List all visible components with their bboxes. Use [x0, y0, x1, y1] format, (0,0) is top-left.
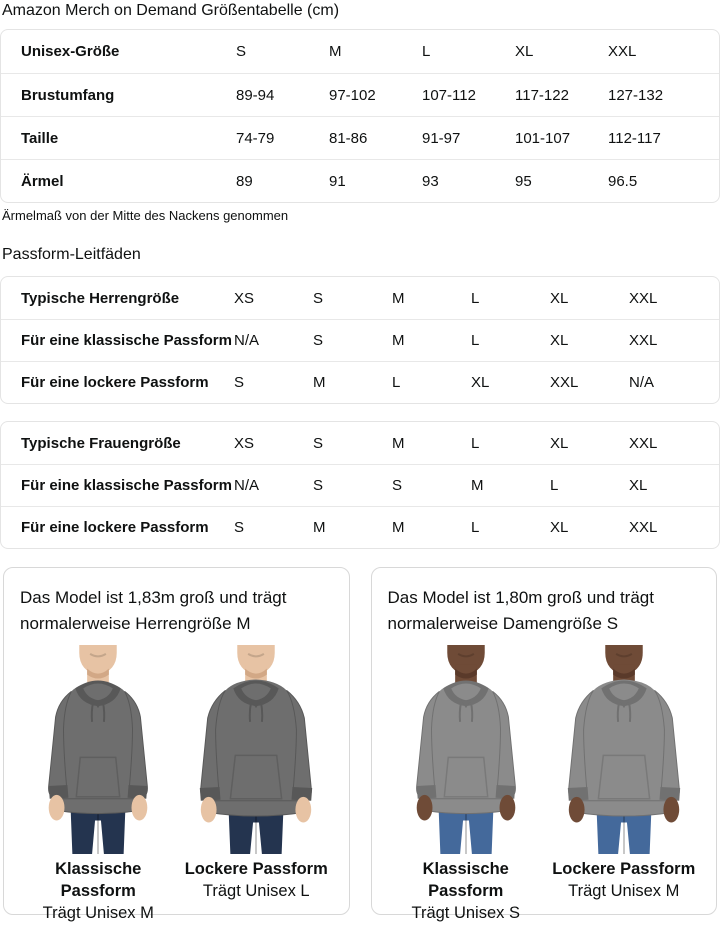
fit-cell: M — [392, 519, 405, 536]
fit-cell: M — [392, 434, 405, 452]
measure-cell: 93 — [422, 172, 439, 190]
measure-cell: 91 — [329, 172, 346, 190]
model-description: Das Model ist 1,83m groß und trägt normalerweise Herrengröße M — [20, 588, 287, 633]
measure-cell: 74-79 — [236, 129, 275, 147]
size-cell: XL — [515, 43, 534, 60]
size-worn-label: Trägt Unisex M — [42, 904, 154, 922]
fit-cell: L — [471, 434, 480, 452]
table-row — [1, 464, 719, 506]
table-row — [1, 73, 719, 116]
fit-cell: XL — [550, 434, 569, 452]
fit-cell: XXL — [629, 289, 658, 307]
female-model-loose-photo — [550, 645, 698, 854]
fit-cell: N/A — [234, 477, 260, 494]
male-model-loose-photo — [182, 645, 330, 854]
model-figures — [20, 645, 335, 924]
model-card-women — [371, 567, 718, 922]
table-row — [1, 277, 719, 319]
table-row — [1, 506, 719, 548]
fit-cell: XXL — [629, 519, 658, 536]
model-figures — [388, 645, 703, 924]
fit-cell: L — [471, 332, 480, 349]
fit-cell: S — [234, 519, 245, 536]
size-cell: L — [422, 43, 431, 60]
page-title: Amazon Merch on Demand Größentabelle (cm) — [2, 2, 340, 19]
fit-cell: S — [313, 332, 324, 349]
measure-cell: 89-94 — [236, 86, 275, 104]
row-label: Unisex-Größe — [21, 43, 120, 60]
fit-cell: M — [313, 374, 326, 391]
row-label: Für eine lockere Passform — [21, 374, 209, 391]
fit-cell: L — [471, 519, 480, 536]
table-row — [1, 30, 719, 73]
fit-cell: S — [313, 289, 324, 307]
fit-cell: XL — [550, 332, 569, 349]
size-cell: XXL — [608, 43, 637, 60]
fit-cell: S — [313, 434, 324, 452]
row-label: Für eine klassische Passform — [21, 332, 232, 349]
fit-cell: M — [392, 289, 405, 307]
measure-cell: 89 — [236, 172, 253, 190]
figure-classic-fit — [20, 645, 176, 924]
fit-cell: S — [234, 374, 245, 391]
table-row — [1, 422, 719, 464]
measure-cell: 91-97 — [422, 129, 461, 147]
model-cards — [0, 567, 720, 922]
fit-cell: XS — [234, 289, 255, 307]
male-model-classic-photo — [24, 645, 172, 854]
measure-cell: 112-117 — [608, 129, 661, 147]
row-label: Typische Frauengröße — [21, 434, 181, 452]
figure-classic-fit — [388, 645, 544, 924]
fit-cell: S — [392, 477, 403, 494]
fit-cell: M — [313, 519, 326, 536]
fit-cell: L — [471, 289, 480, 307]
fit-table-men — [0, 276, 720, 404]
fit-cell: XS — [234, 434, 255, 452]
fit-cell: L — [392, 374, 401, 391]
fit-cell: XL — [629, 477, 648, 494]
measure-cell: 96.5 — [608, 172, 638, 190]
sleeve-measure-note: Ärmelmaß von der Mitte des Nackens genommen — [2, 208, 289, 223]
figure-loose-fit — [178, 645, 334, 924]
fit-label: Lockere Passform — [184, 860, 328, 878]
size-chart-page — [0, 1, 720, 926]
size-worn-label: Trägt Unisex M — [568, 882, 680, 900]
female-model-classic-photo — [392, 645, 540, 854]
fit-label: Klassische Passform — [55, 860, 142, 900]
fit-label: Klassische Passform — [422, 860, 509, 900]
model-description: Das Model ist 1,80m groß und trägt normalerweise Damengröße S — [387, 588, 654, 633]
row-label: Für eine lockere Passform — [21, 519, 209, 536]
measure-cell: 95 — [515, 172, 532, 190]
fit-cell: L — [550, 477, 559, 494]
fit-cell: XL — [550, 289, 569, 307]
fit-cell: XXL — [629, 434, 658, 452]
measure-cell: 81-86 — [329, 129, 368, 147]
table-row — [1, 159, 719, 202]
fit-cell: XL — [471, 374, 490, 391]
fit-cell: N/A — [629, 374, 655, 391]
measure-cell: 117-122 — [515, 86, 569, 104]
measure-cell: 107-112 — [422, 86, 476, 104]
size-worn-label: Trägt Unisex S — [411, 904, 520, 922]
size-cell: S — [236, 43, 247, 60]
fit-cell: XXL — [629, 332, 658, 349]
fit-cell: M — [392, 332, 405, 349]
measure-cell: 97-102 — [329, 86, 376, 104]
fit-cell: XL — [550, 519, 569, 536]
row-label: Typische Herrengröße — [21, 289, 180, 307]
table-row — [1, 116, 719, 159]
table-row — [1, 361, 719, 403]
measure-cell: 127-132 — [608, 86, 664, 104]
model-card-men — [3, 567, 350, 922]
fit-label: Lockere Passform — [552, 860, 696, 878]
measure-cell: 101-107 — [515, 129, 571, 147]
figure-loose-fit — [546, 645, 702, 924]
row-label: Taille — [21, 129, 59, 147]
table-row — [1, 319, 719, 361]
fit-cell: S — [313, 477, 324, 494]
fit-cell: M — [471, 477, 484, 494]
size-worn-label: Trägt Unisex L — [202, 882, 310, 900]
fit-cell: N/A — [234, 332, 260, 349]
row-label: Für eine klassische Passform — [21, 477, 232, 494]
row-label: Brustumfang — [21, 86, 115, 104]
fit-guides-heading: Passform-Leitfäden — [2, 246, 141, 263]
unisex-size-table — [0, 29, 720, 203]
fit-table-women — [0, 421, 720, 549]
size-cell: M — [329, 43, 342, 60]
row-label: Ärmel — [21, 172, 64, 190]
fit-cell: XXL — [550, 374, 579, 391]
